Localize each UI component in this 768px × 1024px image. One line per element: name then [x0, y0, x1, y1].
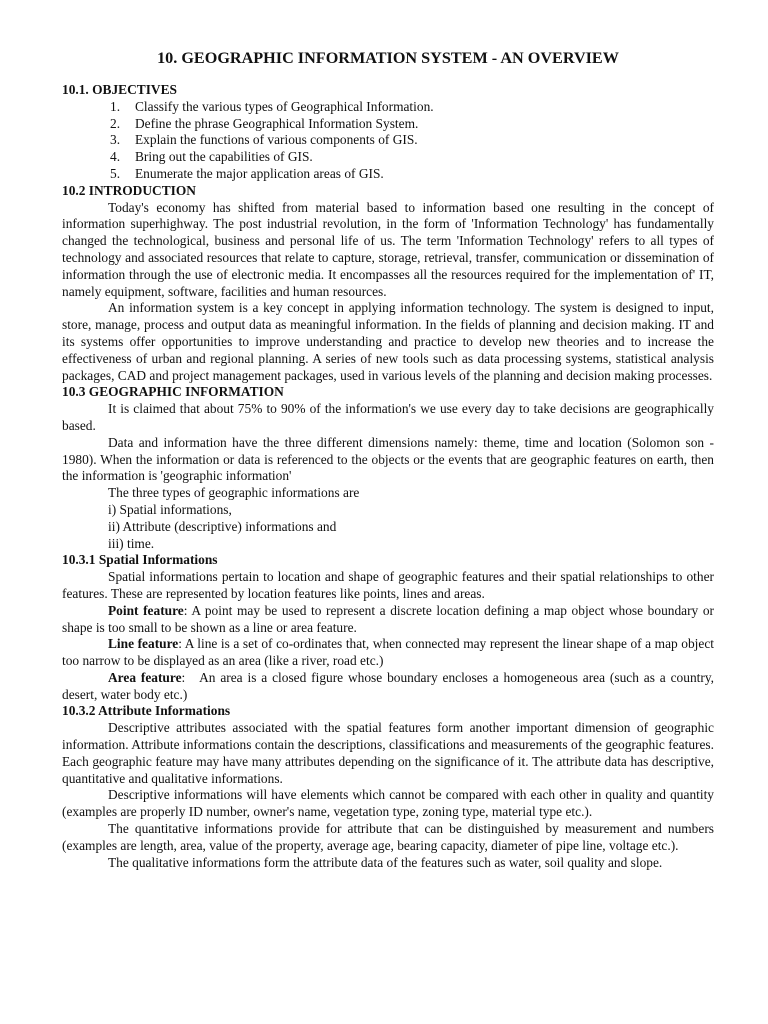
introduction-paragraph-2: An information system is a key concept in applying information technology. The system is designed to input, store, manage, process and output data as meaningful information. In the fields of planning and decision making. IT and its systems offer opportunities to improve understanding and practice to develop new theories and to increase the effectiveness of urban and regional planning. A series of new tools such as data processing systems, statistical analysis packages, CAD and project management packages, used in various levels of the planning and decision making processes. [62, 300, 714, 383]
attribute-paragraph-3: The quantitative informations provide for attribute that can be distinguished by measurement and numbers (examples are length, area, value of the property, average age, bearing capacity, diameter of pipe line, voltage etc.). [62, 821, 714, 853]
point-feature-term: Point feature [108, 602, 184, 618]
point-feature-paragraph [62, 603, 714, 637]
introduction-heading: 10.2 INTRODUCTION [62, 182, 196, 198]
list-text: Classify the various types of Geographical Information. [135, 98, 434, 114]
list-item [62, 116, 714, 133]
point-feature-text: : A point may be used to represent a discrete location defining a map object whose boundary or shape is too small to be shown as a line or area feature. [62, 602, 714, 635]
document-title: 10. GEOGRAPHIC INFORMATION SYSTEM - AN OVERVIEW [157, 49, 619, 67]
list-number: 5. [110, 165, 121, 181]
list-number: 2. [110, 115, 121, 131]
line-feature-text: : A line is a set of co-ordinates that, when connected may represent the linear shape of a map object too narrow to be displayed as an area (like a river, road etc.) [62, 636, 715, 669]
attribute-heading: 10.3.2 Attribute Informations [62, 703, 231, 719]
area-feature-text: : An area is a closed figure whose boundary encloses a homogeneous area (such as a country, desert, water body etc.) [62, 669, 718, 702]
list-text: Enumerate the major application areas of GIS. [135, 165, 384, 181]
document-page [62, 48, 718, 871]
list-text: Bring out the capabilities of GIS. [135, 149, 313, 165]
geographic-paragraph-1: It is claimed that about 75% to 90% of the information's we use every day to take decisions are geographically based. [62, 401, 714, 433]
list-number: 4. [110, 149, 121, 165]
geographic-heading: 10.3 GEOGRAPHIC INFORMATION [62, 384, 284, 400]
attribute-paragraph-1: Descriptive attributes associated with the spatial features form another important dimension of geographic information. Attribute informations contain the descriptions, classifications and measurements of the geographic features. Each geographic feature may have many attributes depending on the significance of it. The attribute data has descriptive, quantitative and qualitative informations. [62, 720, 714, 786]
geographic-paragraph-2: Data and information have the three different dimensions namely: theme, time and location (Solomon son - 1980). When the information or data is referenced to the objects or the events that are geographic features on earth, then the information is 'geographic information' [62, 434, 714, 484]
objectives-heading: 10.1. OBJECTIVES [62, 82, 177, 97]
area-feature-term: Area feature [108, 669, 182, 685]
introduction-paragraph-1: Today's economy has shifted from material based to information based one resulting in the concept of information superhighway. The post industrial revolution, in the form of 'Information Technology' has fundamentally changed the technological, business and personal life of us. The term 'Information Technology' refers to all types of technology and associated resources that relate to capture, storage, retrieval, transfer, communication or dissemination of information through the use of electronic media. It encompasses all the resources required for the implementation of' IT, namely equipment, software, facilities and human resources. [62, 199, 714, 299]
list-number: 3. [110, 132, 121, 148]
list-text: Define the phrase Geographical Information System. [135, 115, 419, 131]
geographic-type-item: i) Spatial informations, [108, 501, 232, 517]
line-feature-term: Line feature [108, 636, 179, 652]
attribute-paragraph-4: The qualitative informations form the attribute data of the features such as water, soil quality and slope. [108, 854, 663, 870]
spatial-heading: 10.3.1 Spatial Informations [62, 552, 218, 568]
list-item [62, 99, 714, 116]
line-feature-paragraph [62, 636, 714, 670]
list-item [62, 149, 714, 166]
list-item [62, 166, 714, 183]
list-item [62, 132, 714, 149]
geographic-type-item: iii) time. [108, 535, 155, 551]
geographic-types-intro: The three types of geographic informations are [108, 485, 360, 501]
spatial-paragraph-1: Spatial informations pertain to location and shape of geographic features and their spatial relationships to other features. These are represented by location features like points, lines and areas. [62, 569, 714, 601]
area-feature-paragraph [62, 669, 718, 704]
objectives-list [62, 99, 714, 183]
geographic-type-item: ii) Attribute (descriptive) informations and [108, 518, 337, 534]
list-text: Explain the functions of various components of GIS. [135, 132, 418, 148]
attribute-paragraph-2: Descriptive informations will have elements which cannot be compared with each other in quality and quantity (examples are properly ID number, owner's name, vegetation type, zoning type, material type etc.). [62, 787, 714, 820]
list-number: 1. [110, 98, 121, 114]
